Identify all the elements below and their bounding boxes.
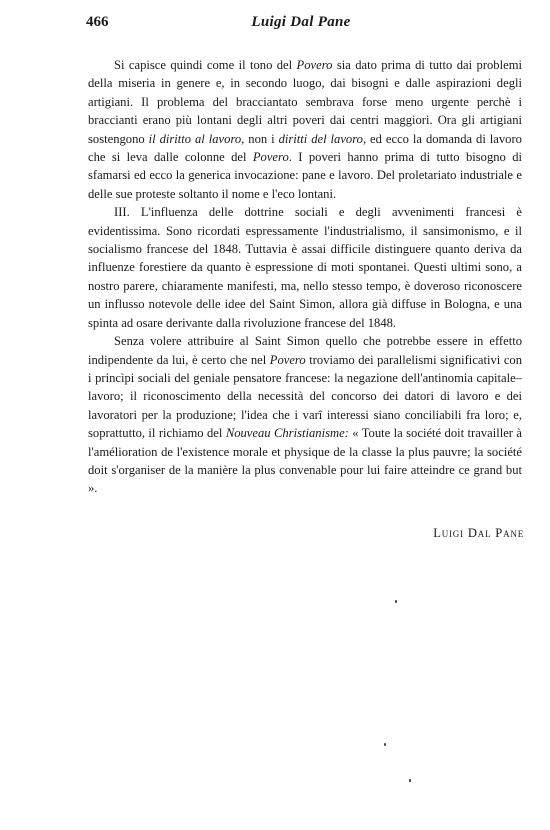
page-header [86, 14, 516, 36]
text-run: , ed ecco la domanda di lavoro che si leva dalle colonne del [88, 131, 522, 165]
paragraph [88, 203, 522, 332]
italic-text: Povero [252, 150, 289, 165]
scan-speck [395, 600, 397, 603]
paragraph [88, 56, 522, 203]
italic-text: Povero [269, 352, 306, 367]
text-run: . I poveri hanno prima di tutto bisogno di sfamarsi ed ecco la generica invocazione: pane e lavoro. Del proletariato industriale e delle sue proteste soltanto il nome e l'eco lontani. [88, 150, 523, 201]
paragraph [88, 332, 522, 498]
italic-text: Povero [296, 58, 333, 72]
text-run: Si capisce quindi come il tono del [114, 58, 297, 72]
text-run: troviamo dei parallelismi significativi con i princìpi sociali del geniale pensatore francese: la negazione dell'antinomia capitale–lavoro; il riconoscimento della necessità del concorso dei datori di lavoro e dei lavoratori per la produzione; l'idea che i varî interessi siano conciliabili fra loro; e, soprattutto, il richiamo del [88, 352, 523, 441]
page-number: 466 [86, 14, 109, 30]
body-text [88, 56, 522, 498]
author-signature: Luigi Dal Pane [433, 526, 524, 540]
running-head: Luigi Dal Pane [251, 14, 351, 30]
text-run: , non i [241, 131, 279, 146]
text-run: Senza volere attribuire al Saint Simon quello che potrebbe essere in effetto indipendente da lui, è certo che nel [88, 334, 522, 367]
italic-text: Nouveau Christianisme: [225, 426, 349, 441]
italic-text: diritti del lavoro [278, 131, 363, 146]
text-run: III. L'influenza delle dottrine sociali e degli avvenimenti francesi è evidentissima. Sono ricordati espressamente l'industrialismo, il sansimonismo, e il socialismo francese del 1848. Tuttavia è assai difficile distinguere quanto deriva da influenze forestiere da quanto è espressione di moti spontanei. Questi ultimi sono, a nostro parere, chiaramente manifesti, ma, nello stesso tempo, è doveroso riconoscere un influsso notevole delle idee del Saint Simon, allora già diffuse in Bologna, e una spinta ad osare derivante dalla rivoluzione francese del 1848. [88, 205, 522, 330]
scan-speck [409, 779, 411, 782]
text-run: sia dato prima di tutto dai problemi della miseria in genere e, in secondo luogo, dai bisogni e dalle aspirazioni degli artigiani. Il problema del bracciantato sembrava forse meno urgente perchè i braccianti erano più lontani degli altri poveri dai centri maggiori. Ora gli artigiani sostengono [88, 58, 522, 146]
scan-speck [384, 743, 386, 746]
text-run: « Toute la société doit travailler à l'amélioration de l'existence morale et physique de la classe la plus pauvre; la société doit s'organiser de la manière la plus convenable pour lui faire atteindre ce grand but ». [88, 426, 522, 496]
italic-text: il diritto al lavoro [148, 131, 242, 146]
